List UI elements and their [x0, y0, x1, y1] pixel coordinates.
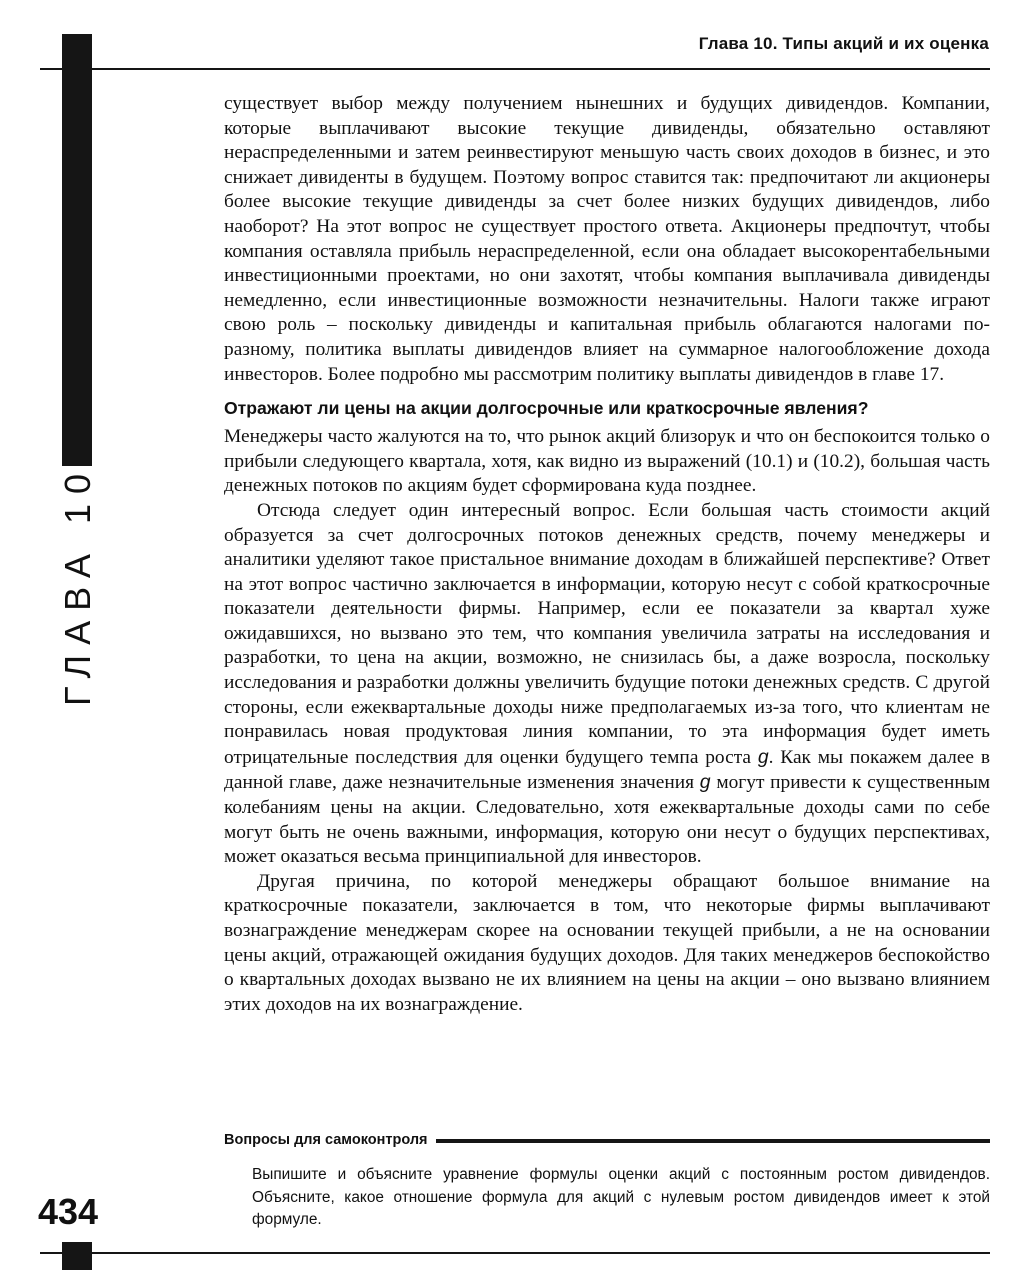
paragraph-dividend-choice: существует выбор между получением нынешних и будущих дивидендов. Компании, которые выплачивают высокие текущие дивиденды, обязательно оставляют нераспределенными и затем реинвестируют меньшую часть своих доходов в бизнес, и это снижает дивиденты в будущем. Поэтому вопрос ставится так: предпочитают ли акционеры более высокие текущие дивиденды за счет более низких будущих дивидендов, либо наоборот? На этот вопрос не существует простого ответа. Акционеры предпочтут, чтобы компания оставляла прибыль нераспределенной, если она обладает высокорентабельными инвестиционными проектами, но они захотят, чтобы компания выплачивала дивиденды немедленно, если инвестиционные возможности незначительны. Налоги также играют свою роль – поскольку дивиденды и капитальная прибыль облагаются налогами по-разному, политика выплаты дивидендов влияет на суммарное налогообложение дохода инвесторов. Более подробно мы рассмотрим политику выплаты дивидендов в главе 17.	[224, 93, 990, 385]
paragraph-compensation: Другая причина, по которой менеджеры обращают большое внимание на краткосрочные показатели, заключается в том, что некоторые фирмы выплачивают вознаграждение менеджерам скорее на основании текущей прибыли, а не на основании цены акций, отражающей ожидания будущих доходов. Для таких менеджеров беспокойство о квартальных доходах вызвано не их влиянием на цены на акции – оно вызвано влиянием этих доходов на их вознаграждение.	[224, 870, 990, 1015]
review-question-text: Выпишите и объясните уравнение формулы оценки акций с постоянным ростом дивидендов. Объясните, какое отношение формула для акций с нулевым ростом дивидендов имеет к этой формуле.	[252, 1166, 990, 1228]
paragraph-text-part: Отсюда следует один интересный вопрос. Если большая часть стоимости акций образуется за счет долгосрочных потоков денежных средств, почему менеджеры и аналитики уделяют такое пристальное внимание доходам в ближайшей перспективе? Ответ на этот вопрос частично заключается в информации, которую несут с собой краткосрочные показатели деятельности фирмы. Например, если ее показатели за квартал хуже ожидавшихся, но вызвано это тем, что компания увеличила затраты на исследования и разработки, то цена на акции, возможно, не снизилась бы, а даже возросла, поскольку исследования и разработки должны увеличить будущие потоки денежных средств. С другой стороны, если ежеквартальные доходы ниже предполагаемых из-за того, что клиентам не понравилась новая продуктовая линия компании, то эта информация будет иметь отрицательные последствия для оценки будущего темпа роста	[224, 499, 990, 768]
running-head: Глава 10. Типы акций и их оценка	[698, 34, 989, 53]
paragraph-text-part: . Как мы покажем далее в данной главе, даже незначительные изменения значения	[224, 746, 990, 794]
growth-rate-symbol: g	[757, 745, 769, 768]
footer-rule	[40, 1252, 990, 1254]
page-number: 434	[38, 1191, 99, 1232]
review-heading-label: Вопросы для самоконтроля	[224, 1132, 428, 1148]
paragraph-long-term-value	[224, 499, 990, 870]
review-questions-heading	[224, 1132, 990, 1148]
review-heading-rule	[436, 1139, 991, 1143]
header-rule	[40, 68, 990, 70]
section-heading: Отражают ли цены на акции долгосрочные или краткосрочные явления?	[224, 398, 869, 419]
chapter-side-label: ГЛАВА 10	[57, 464, 98, 706]
footer-block	[62, 1242, 92, 1270]
main-text	[224, 92, 990, 1017]
paragraph-managers-complain: Менеджеры часто жалуются на то, что рынок акций близорук и что он беспокоится только о прибыли следующего квартала, хотя, как видно из выражений (10.1) и (10.2), большая часть денежных потоков по акциям будет сформирована куда позднее.	[224, 426, 990, 497]
paragraph-text-part: могут привести к существенным колебаниям цены на акции. Следовательно, хотя ежеквартальные доходы сами по себе могут быть не очень важными, информация, которую они несут о будущих перспективах, может оказаться весьма принципиальной для инвесторов.	[224, 772, 990, 868]
growth-rate-symbol: g	[699, 771, 711, 794]
chapter-tab-bar	[62, 34, 92, 466]
